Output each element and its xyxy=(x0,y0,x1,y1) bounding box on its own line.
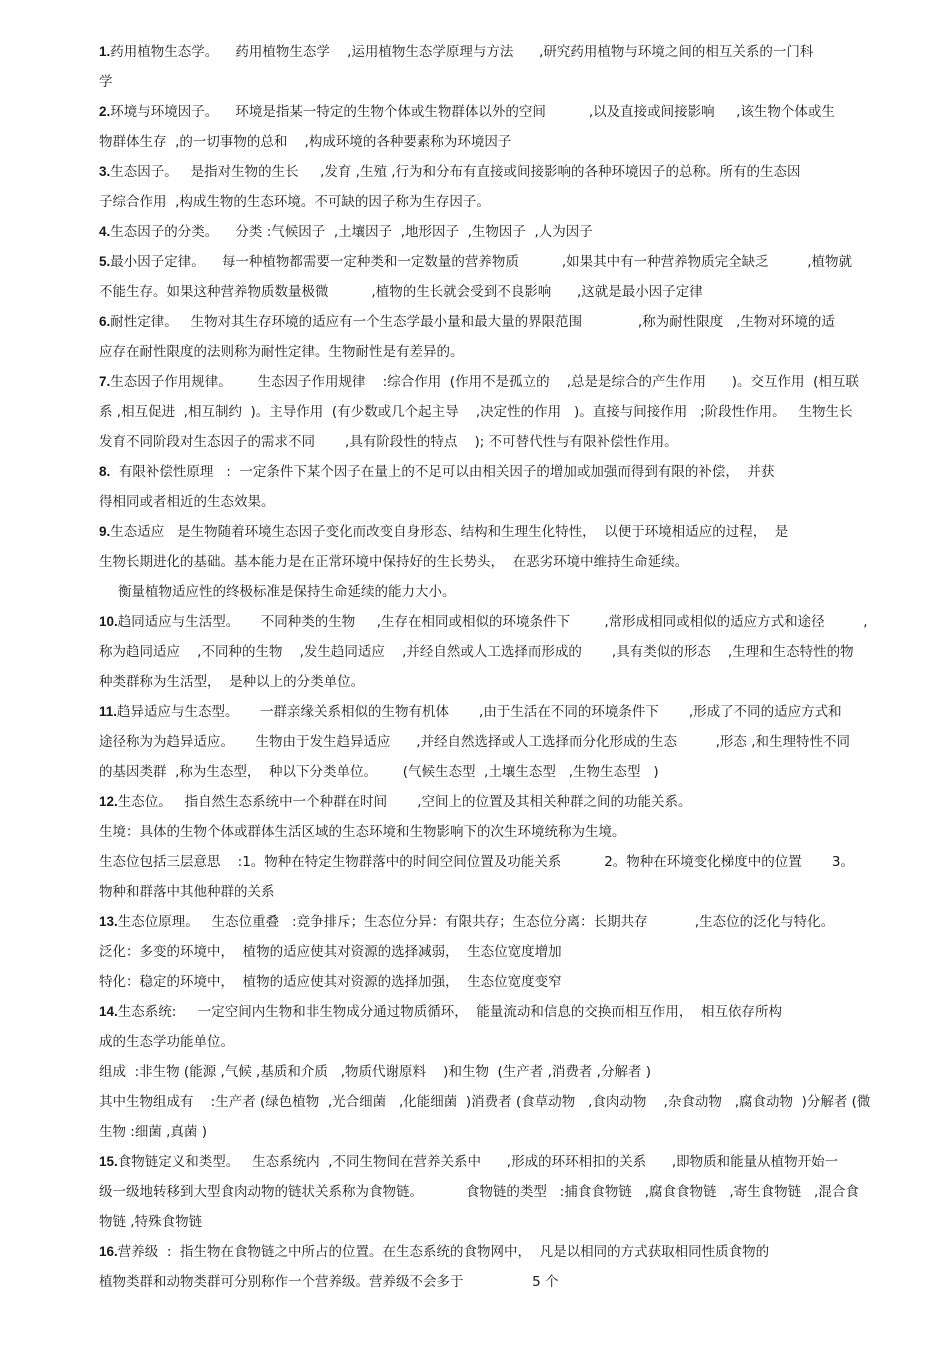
entry-heading-line xyxy=(99,522,918,542)
entry-text: 生态因子作用规律。 生态因子作用规律 :综合作用 (作用不是孤立的 ,总是是综合的产生作用 )。交互作用 (相互联 xyxy=(110,374,859,390)
entry-text: 种类群称为生活型， 是种以上的分类单位。 xyxy=(99,674,365,690)
entry-text-line xyxy=(99,642,918,662)
entry-text-line xyxy=(99,672,918,692)
entry-text: 趋同适应与生活型。 不同种类的生物 ,生存在相同或相似的环境条件下 ,常形成相同或相似的适应方式和途径 , xyxy=(117,614,868,630)
entry-text-line xyxy=(99,732,918,752)
entry-text-line xyxy=(99,882,918,902)
entry-heading-line xyxy=(99,42,918,62)
entry-text-line xyxy=(99,432,918,452)
entry-text: 生态位原理。 生态位重叠 :竞争排斥；生态位分异：有限共存；生态位分离：长期共存 ,生态位的泛化与特化。 xyxy=(117,914,835,930)
entry-heading-line xyxy=(99,312,918,332)
entry-heading-line xyxy=(99,1152,918,1172)
entry-heading-line xyxy=(99,1242,918,1262)
entry-text: 食物链定义和类型。 生态系统内 ,不同生物间在营养关系中 ,形成的环环相扣的关系 ,即物质和能量从植物开始一 xyxy=(117,1154,839,1170)
entry-text-line xyxy=(99,1212,918,1232)
entry-text: 生态位。 指自然生态系统中一个种群在时间 ,空间上的位置及其相关种群之间的功能关系。 xyxy=(117,794,692,810)
entry-text: 成的生态学功能单位。 xyxy=(99,1034,234,1050)
entry-text: 发育不同阶段对生态因子的需求不同 ,具有阶段性的特点 ); 不可替代性与有限补偿性作用。 xyxy=(99,434,678,450)
entry-text-line xyxy=(99,1272,918,1292)
term-entry xyxy=(99,252,918,302)
entry-heading-line xyxy=(99,912,918,932)
entry-text: 其中生物组成有 :生产者 (绿色植物 ,光合细菌 ,化能细菌 )消费者 (食草动物 ,食肉动物 ,杂食动物 ,腐食动物 )分解者 (微 xyxy=(99,1094,871,1110)
entry-text-line xyxy=(99,342,918,362)
term-entry xyxy=(99,1152,918,1232)
entry-text-line xyxy=(99,132,918,152)
entry-text-line xyxy=(99,402,918,422)
entry-text: 药用植物生态学。 药用植物生态学 ,运用植物生态学原理与方法 ,研究药用植物与环境之间的相互关系的一门科 xyxy=(110,44,814,60)
entry-number: 5. xyxy=(99,254,111,269)
entry-text: 生物 :细菌 ,真菌 ) xyxy=(99,1124,207,1140)
entry-heading-line xyxy=(99,612,918,632)
term-entry xyxy=(99,312,918,362)
entry-text-line xyxy=(99,72,918,92)
entry-text: 学 xyxy=(99,74,113,90)
entry-text-line xyxy=(99,1062,918,1082)
term-entry xyxy=(99,702,918,782)
entry-number: 9. xyxy=(99,524,111,539)
term-entry xyxy=(99,1242,918,1292)
entry-text-line xyxy=(99,1182,918,1202)
entry-text: 组成 :非生物 (能源 ,气候 ,基质和介质 ,物质代谢原料 )和生物 (生产者 ,消费者 ,分解者 ) xyxy=(99,1064,652,1080)
entry-text: 衡量植物适应性的终极标准是保持生命延续的能力大小。 xyxy=(118,584,456,600)
term-entry xyxy=(99,462,918,512)
entry-text: 的基因类群 ,称为生态型， 种以下分类单位。 (气候生态型 ,土壤生态型 ,生物生态型 ) xyxy=(99,764,659,780)
entry-text: 得相同或者相近的生态效果。 xyxy=(99,494,275,510)
entry-text: 生态系统: 一定空间内生物和非生物成分通过物质循环， 能量流动和信息的交换而相互作用， 相互依存所构 xyxy=(117,1004,782,1020)
entry-text: 特化：稳定的环境中， 植物的适应使其对资源的选择加强， 生态位宽度变窄 xyxy=(99,974,562,990)
entry-number: 3. xyxy=(99,164,111,179)
entry-number: 11. xyxy=(99,704,118,719)
entry-text: 生态因子的分类。 分类 :气候因子 ,土壤因子 ,地形因子 ,生物因子 ,人为因子 xyxy=(110,224,593,240)
term-entry xyxy=(99,162,918,212)
entry-text: 生态位包括三层意思 :1。物种在特定生物群落中的时间空间位置及功能关系 2。物种在环境变化梯度中的位置 3。 xyxy=(99,854,854,870)
entry-text: 生物长期进化的基础。基本能力是在正常环境中保持好的生长势头， 在恶劣环境中维持生命延续。 xyxy=(99,554,689,570)
entry-text-line xyxy=(99,972,918,992)
term-entry xyxy=(99,102,918,152)
term-entry xyxy=(99,912,918,992)
entry-heading-line xyxy=(99,462,918,482)
entry-text-line xyxy=(99,942,918,962)
entry-text: 应存在耐性限度的法则称为耐性定律。生物耐性是有差异的。 xyxy=(99,344,464,360)
entry-number: 14. xyxy=(99,1004,118,1019)
entry-text: 有限补偿性原理 : 一定条件下某个因子在量上的不足可以由相关因子的增加或加强而得到有限的补偿， 并获 xyxy=(110,464,775,480)
entry-text-line xyxy=(99,282,918,302)
entry-heading-line xyxy=(99,162,918,182)
entry-text: 最小因子定律。 每一种植物都需要一定种类和一定数量的营养物质 ,如果其中有一种营养物质完全缺乏 ,植物就 xyxy=(110,254,853,270)
term-entry xyxy=(99,522,918,602)
entry-text-line xyxy=(99,762,918,782)
entry-text-line xyxy=(99,852,918,872)
entry-text: 耐性定律。 生物对其生存环境的适应有一个生态学最小量和最大量的界限范围 ,称为耐性限度 ,生物对环境的适 xyxy=(110,314,835,330)
entry-text: 级一级地转移到大型食肉动物的链状关系称为食物链。 食物链的类型 :捕食食物链 ,腐食食物链 ,寄生食物链 ,混合食 xyxy=(99,1184,859,1200)
entry-text: 营养级 : 指生物在食物链之中所占的位置。在生态系统的食物网中， 凡是以相同的方式获取相同性质食物的 xyxy=(117,1244,770,1260)
entry-number: 12. xyxy=(99,794,118,809)
entry-number: 7. xyxy=(99,374,111,389)
entry-text: 生境：具体的生物个体或群体生活区域的生态环境和生物影响下的次生环境统称为生境。 xyxy=(99,824,626,840)
entry-heading-line xyxy=(99,102,918,122)
term-entry xyxy=(99,612,918,692)
entry-text-line xyxy=(99,1032,918,1052)
entry-text: 途径称为为趋异适应。 生物由于发生趋异适应 ,并经自然选择或人工选择而分化形成的生态 ,形态 ,和生理特性不同 xyxy=(99,734,850,750)
entry-text: 物群体生存 ,的一切事物的总和 ,构成环境的各种要素称为环境因子 xyxy=(99,134,512,150)
entry-text: 物种和群落中其他种群的关系 xyxy=(99,884,275,900)
entry-heading-line xyxy=(99,1002,918,1022)
entry-text-line xyxy=(99,582,918,602)
entry-text: 物链 ,特殊食物链 xyxy=(99,1214,203,1230)
entry-text: 生态适应 是生物随着环境生态因子变化而改变自身形态、结构和生理生化特性， 以便于环境相适应的过程， 是 xyxy=(110,524,789,540)
entry-heading-line xyxy=(99,222,918,242)
entry-number: 8. xyxy=(99,464,111,479)
term-entry xyxy=(99,222,918,242)
entry-number: 1. xyxy=(99,44,111,59)
entry-text-line xyxy=(99,492,918,512)
entry-number: 15. xyxy=(99,1154,118,1169)
entry-text-line xyxy=(99,1092,918,1112)
entry-text-line xyxy=(99,822,918,842)
entry-text: 称为趋同适应 ,不同种的生物 ,发生趋同适应 ,并经自然或人工选择而形成的 ,具有类似的形态 ,生理和生态特性的物 xyxy=(99,644,854,660)
entry-text: 生态因子。 是指对生物的生长 ,发育 ,生殖 ,行为和分布有直接或间接影响的各种环境因子的总称。所有的生态因 xyxy=(110,164,801,180)
entry-heading-line xyxy=(99,792,918,812)
entry-text: 趋异适应与生态型。 一群亲缘关系相似的生物有机体 ,由于生活在不同的环境条件下 ,形成了不同的适应方式和 xyxy=(117,704,842,720)
term-entry xyxy=(99,1002,918,1142)
entry-text: 植物类群和动物类群可分别称作一个营养级。营养级不会多于 5 个 xyxy=(99,1274,559,1290)
entry-text: 系 ,相互促进 ,相互制约 )。主导作用 (有少数或几个起主导 ,决定性的作用 )。直接与间接作用 ;阶段性作用。 生物生长 xyxy=(99,404,853,420)
term-entry xyxy=(99,792,918,902)
entry-text: 子综合作用 ,构成生物的生态环境。不可缺的因子称为生存因子。 xyxy=(99,194,490,210)
term-entry xyxy=(99,372,918,452)
entry-text-line xyxy=(99,1122,918,1142)
entry-text: 环境与环境因子。 环境是指某一特定的生物个体或生物群体以外的空间 ,以及直接或间接影响 ,该生物个体或生 xyxy=(110,104,835,120)
entry-heading-line xyxy=(99,372,918,392)
entry-text: 泛化：多变的环境中， 植物的适应使其对资源的选择减弱， 生态位宽度增加 xyxy=(99,944,562,960)
entry-text-line xyxy=(99,192,918,212)
term-entry xyxy=(99,42,918,92)
entry-number: 4. xyxy=(99,224,111,239)
entry-heading-line xyxy=(99,252,918,272)
entry-number: 10. xyxy=(99,614,118,629)
entry-number: 6. xyxy=(99,314,111,329)
entry-text-line xyxy=(99,552,918,572)
entry-number: 2. xyxy=(99,104,111,119)
entry-text: 不能生存。如果这种营养物质数量极微 ,植物的生长就会受到不良影响 ,这就是最小因子定律 xyxy=(99,284,703,300)
entry-number: 16. xyxy=(99,1244,118,1259)
entry-heading-line xyxy=(99,702,918,722)
entry-number: 13. xyxy=(99,914,118,929)
